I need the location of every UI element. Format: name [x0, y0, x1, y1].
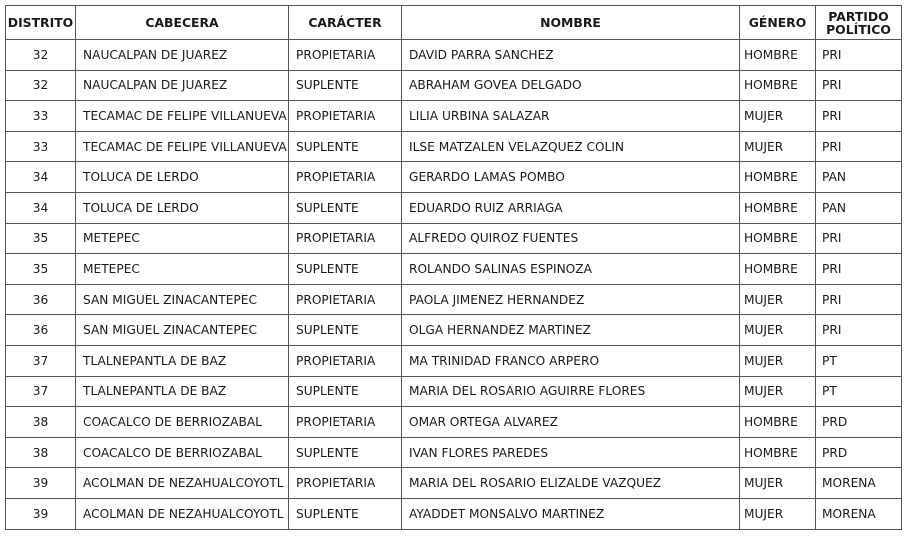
- cell-genero: MUJER: [740, 376, 816, 407]
- cell-partido: MORENA: [816, 498, 902, 529]
- cell-genero: HOMBRE: [740, 437, 816, 468]
- table-row: [6, 192, 902, 223]
- table-row: [6, 407, 902, 438]
- cell-nombre: DAVID PARRA SANCHEZ: [402, 40, 740, 71]
- cell-cabecera: TLALNEPANTLA DE BAZ: [76, 345, 289, 376]
- cell-nombre: GERARDO LAMAS POMBO: [402, 162, 740, 193]
- cell-partido: PRI: [816, 284, 902, 315]
- cell-distrito: 39: [6, 498, 76, 529]
- header-partido-line1: PARTIDO: [828, 8, 889, 24]
- header-partido-line2: POLÍTICO: [826, 21, 891, 37]
- cell-nombre: ABRAHAM GOVEA DELGADO: [402, 70, 740, 101]
- cell-nombre: EDUARDO RUIZ ARRIAGA: [402, 192, 740, 223]
- cell-partido: MORENA: [816, 468, 902, 499]
- cell-distrito: 33: [6, 101, 76, 132]
- cell-distrito: 36: [6, 284, 76, 315]
- cell-genero: MUJER: [740, 315, 816, 346]
- table-row: [6, 70, 902, 101]
- cell-genero: MUJER: [740, 468, 816, 499]
- cell-nombre: OMAR ORTEGA ALVAREZ: [402, 407, 740, 438]
- table-row: [6, 468, 902, 499]
- cell-partido: PRI: [816, 223, 902, 254]
- cell-distrito: 37: [6, 376, 76, 407]
- cell-cabecera: ACOLMAN DE NEZAHUALCOYOTL: [76, 468, 289, 499]
- cell-genero: MUJER: [740, 345, 816, 376]
- cell-caracter: SUPLENTE: [289, 131, 402, 162]
- cell-genero: HOMBRE: [740, 223, 816, 254]
- cell-partido: PRD: [816, 437, 902, 468]
- table-row: [6, 376, 902, 407]
- header-partido-politico: [816, 6, 902, 40]
- cell-distrito: 38: [6, 407, 76, 438]
- cell-partido: PRI: [816, 131, 902, 162]
- table-row: [6, 315, 902, 346]
- cell-cabecera: SAN MIGUEL ZINACANTEPEC: [76, 315, 289, 346]
- cell-partido: PRI: [816, 40, 902, 71]
- cell-nombre: ROLANDO SALINAS ESPINOZA: [402, 254, 740, 285]
- cell-nombre: IVAN FLORES PAREDES: [402, 437, 740, 468]
- table-header: [6, 6, 902, 40]
- candidates-table: [5, 5, 902, 530]
- cell-genero: HOMBRE: [740, 40, 816, 71]
- cell-caracter: PROPIETARIA: [289, 101, 402, 132]
- table-row: [6, 437, 902, 468]
- cell-distrito: 35: [6, 223, 76, 254]
- table-body: [6, 40, 902, 530]
- cell-partido: PRI: [816, 101, 902, 132]
- cell-genero: HOMBRE: [740, 407, 816, 438]
- header-genero: GÉNERO: [740, 6, 816, 40]
- table-row: [6, 131, 902, 162]
- header-caracter: CARÁCTER: [289, 6, 402, 40]
- header-cabecera: CABECERA: [76, 6, 289, 40]
- cell-partido: PAN: [816, 192, 902, 223]
- header-distrito: DISTRITO: [6, 6, 76, 40]
- cell-partido: PRI: [816, 254, 902, 285]
- cell-genero: HOMBRE: [740, 162, 816, 193]
- cell-caracter: PROPIETARIA: [289, 468, 402, 499]
- table-row: [6, 223, 902, 254]
- table-row: [6, 162, 902, 193]
- cell-cabecera: TECAMAC DE FELIPE VILLANUEVA: [76, 101, 289, 132]
- cell-genero: MUJER: [740, 101, 816, 132]
- cell-caracter: SUPLENTE: [289, 315, 402, 346]
- cell-caracter: PROPIETARIA: [289, 162, 402, 193]
- table-row: [6, 40, 902, 71]
- cell-caracter: SUPLENTE: [289, 437, 402, 468]
- cell-distrito: 32: [6, 40, 76, 71]
- table-row: [6, 101, 902, 132]
- cell-nombre: MARIA DEL ROSARIO AGUIRRE FLORES: [402, 376, 740, 407]
- cell-cabecera: COACALCO DE BERRIOZABAL: [76, 437, 289, 468]
- cell-partido: PT: [816, 345, 902, 376]
- cell-genero: MUJER: [740, 284, 816, 315]
- header-nombre: NOMBRE: [402, 6, 740, 40]
- candidates-table-container: [5, 5, 902, 530]
- cell-partido: PRD: [816, 407, 902, 438]
- cell-cabecera: TOLUCA DE LERDO: [76, 192, 289, 223]
- cell-partido: PT: [816, 376, 902, 407]
- cell-genero: MUJER: [740, 131, 816, 162]
- cell-cabecera: NAUCALPAN DE JUAREZ: [76, 40, 289, 71]
- cell-distrito: 37: [6, 345, 76, 376]
- cell-nombre: MARIA DEL ROSARIO ELIZALDE VAZQUEZ: [402, 468, 740, 499]
- table-row: [6, 254, 902, 285]
- cell-cabecera: SAN MIGUEL ZINACANTEPEC: [76, 284, 289, 315]
- cell-cabecera: TLALNEPANTLA DE BAZ: [76, 376, 289, 407]
- cell-partido: PAN: [816, 162, 902, 193]
- cell-cabecera: TECAMAC DE FELIPE VILLANUEVA: [76, 131, 289, 162]
- cell-caracter: PROPIETARIA: [289, 223, 402, 254]
- cell-caracter: SUPLENTE: [289, 498, 402, 529]
- table-row: [6, 498, 902, 529]
- cell-nombre: ILSE MATZALEN VELAZQUEZ COLIN: [402, 131, 740, 162]
- cell-caracter: PROPIETARIA: [289, 407, 402, 438]
- cell-nombre: PAOLA JIMENEZ HERNANDEZ: [402, 284, 740, 315]
- cell-cabecera: METEPEC: [76, 223, 289, 254]
- cell-genero: MUJER: [740, 498, 816, 529]
- cell-distrito: 34: [6, 162, 76, 193]
- cell-genero: HOMBRE: [740, 70, 816, 101]
- cell-cabecera: ACOLMAN DE NEZAHUALCOYOTL: [76, 498, 289, 529]
- cell-distrito: 32: [6, 70, 76, 101]
- cell-partido: PRI: [816, 315, 902, 346]
- cell-caracter: SUPLENTE: [289, 376, 402, 407]
- cell-partido: PRI: [816, 70, 902, 101]
- cell-nombre: AYADDET MONSALVO MARTINEZ: [402, 498, 740, 529]
- cell-nombre: OLGA HERNANDEZ MARTINEZ: [402, 315, 740, 346]
- cell-distrito: 36: [6, 315, 76, 346]
- cell-distrito: 34: [6, 192, 76, 223]
- cell-distrito: 38: [6, 437, 76, 468]
- cell-cabecera: NAUCALPAN DE JUAREZ: [76, 70, 289, 101]
- cell-caracter: SUPLENTE: [289, 192, 402, 223]
- cell-caracter: PROPIETARIA: [289, 40, 402, 71]
- cell-distrito: 35: [6, 254, 76, 285]
- table-row: [6, 284, 902, 315]
- cell-caracter: PROPIETARIA: [289, 345, 402, 376]
- table-row: [6, 345, 902, 376]
- cell-nombre: ALFREDO QUIROZ FUENTES: [402, 223, 740, 254]
- cell-cabecera: COACALCO DE BERRIOZABAL: [76, 407, 289, 438]
- cell-nombre: LILIA URBINA SALAZAR: [402, 101, 740, 132]
- cell-caracter: SUPLENTE: [289, 254, 402, 285]
- cell-caracter: PROPIETARIA: [289, 284, 402, 315]
- header-row: [6, 6, 902, 40]
- cell-distrito: 39: [6, 468, 76, 499]
- cell-distrito: 33: [6, 131, 76, 162]
- cell-genero: HOMBRE: [740, 254, 816, 285]
- cell-caracter: SUPLENTE: [289, 70, 402, 101]
- cell-nombre: MA TRINIDAD FRANCO ARPERO: [402, 345, 740, 376]
- cell-cabecera: METEPEC: [76, 254, 289, 285]
- cell-cabecera: TOLUCA DE LERDO: [76, 162, 289, 193]
- cell-genero: HOMBRE: [740, 192, 816, 223]
